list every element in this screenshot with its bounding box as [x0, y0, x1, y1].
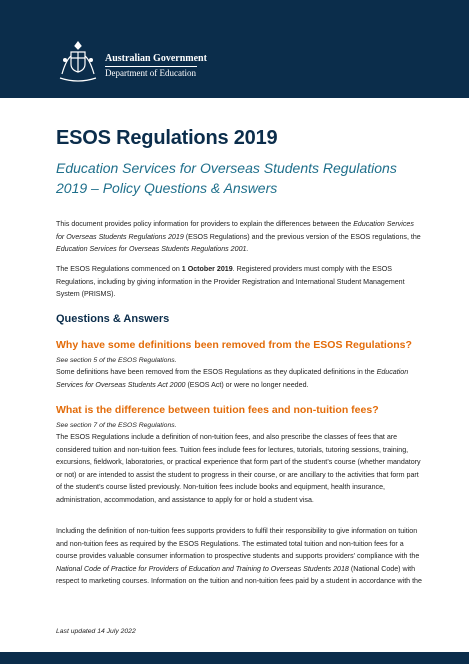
- page-subtitle: Education Services for Overseas Students Regulations 2019 – Policy Questions & Answers: [56, 160, 397, 196]
- intro-paragraph-2: The ESOS Regulations commenced on 1 October 2019. Registered providers must comply with the ESOS Regulations, including by giving information in the Provider Registration and International Student Management System (PRISMS).: [56, 265, 405, 299]
- page-title: ESOS Regulations 2019: [56, 127, 278, 149]
- question-1-reference: See section 5 of the ESOS Regulations.: [56, 357, 177, 364]
- question-1-heading: Why have some definitions been removed from the ESOS Regulations?: [56, 339, 412, 351]
- qa-heading: Questions & Answers: [56, 313, 170, 325]
- department-name: Department of Education: [105, 68, 196, 78]
- question-2-answer-1: The ESOS Regulations include a definition of non-tuition fees, and also prescribe the classes of fees that are considered tuition and non-tuition fees. Tuition fees include fees for lectures, tutorials, tutoring sessions, training, excursions, fieldwork, laboratories, or practical experience that form part of the student’s course (whether mandatory or not) or are intended to assist the student to progress in their course, or are ancillary to the activities that form part of the student’s course listed previously. Non-tuition fees include books and equipment, health insurance, administration, accommodation, and assistance to apply for or hold a student visa.: [56, 433, 421, 504]
- last-updated: Last updated 14 July 2022: [56, 628, 136, 635]
- coat-of-arms-icon: [56, 38, 100, 84]
- intro-paragraph-1: This document provides policy information for providers to explain the differences between the Education Services for Overseas Students Regulations 2019 (ESOS Regulations) and the previous version of the ESOS regulations, the Education Services for Overseas Students Regulations 2001.: [56, 220, 421, 254]
- footer-bar: [0, 652, 469, 664]
- question-2-heading: What is the difference between tuition fees and non-tuition fees?: [56, 404, 379, 416]
- question-1-answer: Some definitions have been removed from the ESOS Regulations as they duplicated definitions in the Education Services for Overseas Students Act 2000 (ESOS Act) or were no longer needed.: [56, 368, 409, 389]
- question-2-reference: See section 7 of the ESOS Regulations.: [56, 422, 177, 429]
- header-banner: [0, 0, 469, 98]
- question-2-answer-2: Including the definition of non-tuition fees supports providers to fulfil their responsibility to give information on tuition and non-tuition fees as required by the ESOS Regulations. The estimated total tuition and non-tuition fees for a course provides valuable consumer information to prospective students and supports providers’ compliance with the National Code of Practice for Providers of Education and Training to Overseas Students 2018 (National Code) with respect to marketing courses. Information on the tuition and non-tuition fees paid by a student in accordance with the: [56, 527, 422, 586]
- divider: [105, 66, 197, 67]
- government-name: Australian Government: [105, 53, 207, 64]
